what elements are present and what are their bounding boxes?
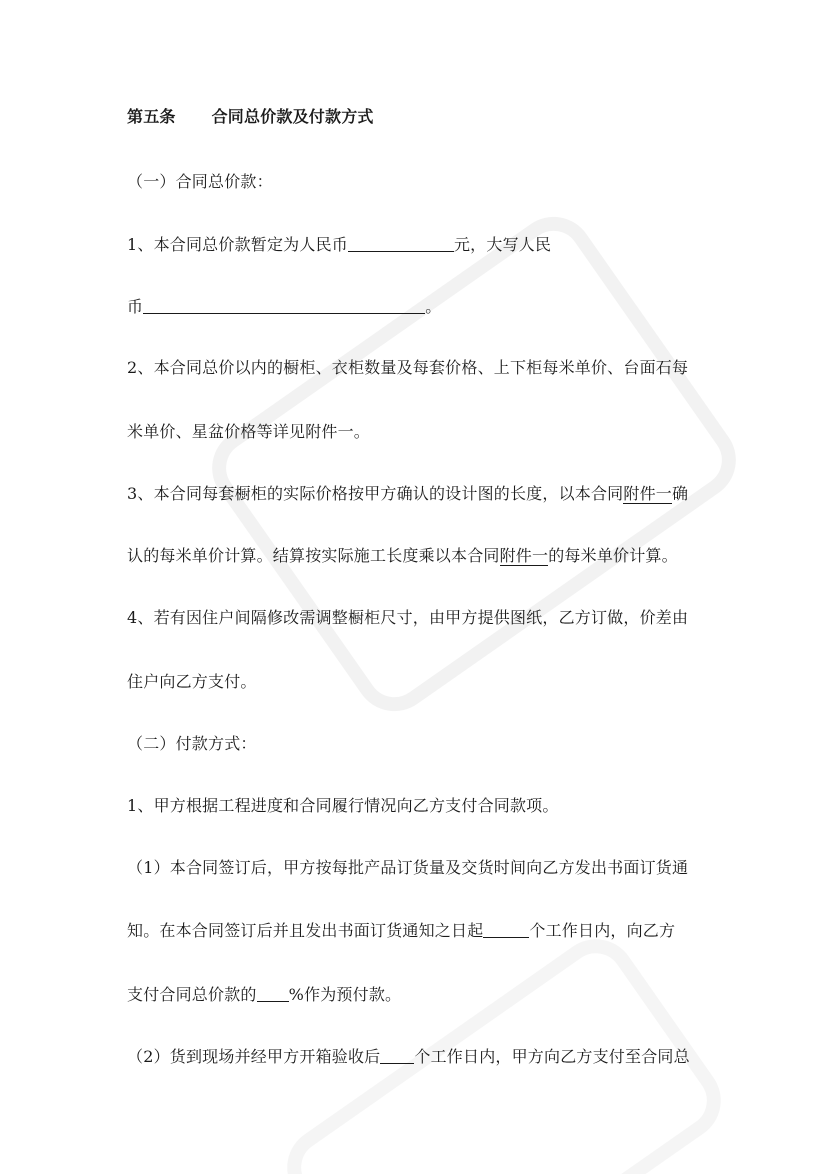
section1-item1-line2: 币 。 <box>127 297 442 316</box>
section1-item2-line1: 2、本合同总价以内的橱柜、衣柜数量及每套价格、上下柜每米单价、台面石每 <box>127 358 689 377</box>
section2-heading: （二）付款方式： <box>127 734 257 753</box>
section1-item2-line2: 米单价、星盆价格等详见附件一。 <box>127 422 371 441</box>
price-blank <box>348 233 454 252</box>
percent-blank <box>257 983 289 1002</box>
section1-item4-line2: 住户向乙方支付。 <box>127 672 257 691</box>
article-number: 第五条 <box>127 107 176 126</box>
price-uppercase-blank <box>143 295 425 314</box>
article-title: 合同总价款及付款方式 <box>211 107 374 126</box>
section1-item1-line1: 1、本合同总价款暂定为人民币 元，大写人民 <box>127 235 552 254</box>
section1-item3-line2: 认的每米单价计算。结算按实际施工长度乘以本合同附件一的每米单价计算。 <box>127 546 678 565</box>
section1-heading: （一）合同总价款： <box>127 172 273 191</box>
workdays-blank <box>380 1045 414 1064</box>
section2-p2-line1: （2）货到现场并经甲方开箱验收后 个工作日内，甲方向乙方支付至合同总 <box>127 1047 690 1066</box>
section2-p1-line2: 知。在本合同签订后并且发出书面订货通知之日起 个工作日内，向乙方 <box>127 921 676 940</box>
annex-link: 附件一 <box>623 484 672 503</box>
section1-item3-line1: 3、本合同每套橱柜的实际价格按甲方确认的设计图的长度，以本合同附件一确 <box>127 484 689 503</box>
workdays-blank <box>483 919 529 938</box>
section2-p1-line3: 支付合同总价款的 %作为预付款。 <box>127 985 402 1004</box>
watermark <box>196 201 751 727</box>
annex-link: 附件一 <box>499 546 549 565</box>
article-heading <box>127 106 374 128</box>
section2-p1-line1: （1）本合同签订后，甲方按每批产品订货量及交货时间向乙方发出书面订货通 <box>127 858 689 877</box>
section1-item4-line1: 4、若有因住户间隔修改需调整橱柜尺寸，由甲方提供图纸，乙方订做，价差由 <box>127 608 689 627</box>
section2-item1: 1、甲方根据工程进度和合同履行情况向乙方支付合同款项。 <box>127 796 559 815</box>
